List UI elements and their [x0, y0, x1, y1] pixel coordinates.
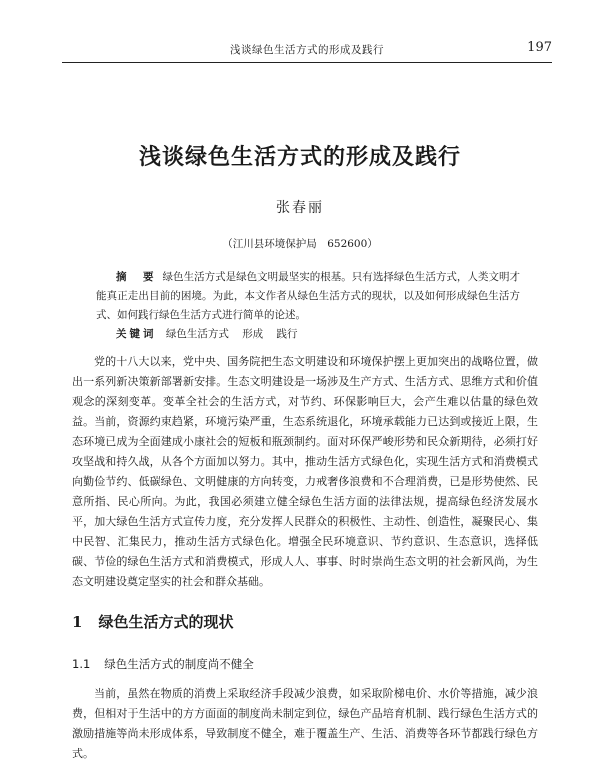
abstract-label: 摘 要 — [116, 271, 157, 283]
author-affiliation: （江川县环境保护局 652600） — [222, 238, 378, 250]
keywords-label: 关键词 — [116, 328, 157, 340]
running-header — [62, 40, 552, 63]
keyword: 形成 — [242, 328, 264, 340]
section-number: 1 — [72, 613, 83, 631]
subsection-title: 绿色生活方式的制度尚不健全 — [104, 657, 254, 671]
abstract-text: 绿色生活方式是绿色文明最坚实的根基。只有选择绿色生活方式，人类文明才能真正走出目前的困境。为此，本文作者从绿色生活方式的现状，以及如何形成绿色生活方式、如何践行绿色生活方式进行简单的论述。 — [96, 271, 521, 321]
section-title: 绿色生活方式的现状 — [98, 613, 234, 631]
page-number: 197 — [527, 40, 552, 55]
abstract-paragraph — [96, 268, 520, 325]
intro-section — [72, 352, 538, 592]
subsection-number: 1.1 — [72, 657, 91, 671]
intro-paragraph: 党的十八大以来，党中央、国务院把生态文明建设和环境保护摆上更加突出的战略位置，做出一系列新决策新部署新安排。生态文明建设是一场涉及生产方式、生活方式、思维方式和价值观念的深刻变革。变革全社会的生活方式，对节约、环保影响巨大，会产生难以估量的绿色效益。当前，资源约束趋紧，环境污染严重，生态系统退化，环境承载能力已达到或接近上限，生态环境已成为全面建成小康社会的短板和瓶颈制约。面对环保严峻形势和民众新期待，必须打好攻坚战和持久战，从各个方面加以努力。其中，推动生活方式绿色化，实现生活方式和消费模式向勤俭节约、低碳绿色、文明健康的方向转变，力戒奢侈浪费和不合理消费，已是形势使然、民意所指、民心所向。为此，我国必须建立健全绿色生活方面的法律法规，提高绿色经济发展水平，加大绿色生活方式宣传力度，充分发挥人民群众的积极性、主动性、创造性，凝聚民心、集中民智、汇集民力，推动生活方式绿色化。增强全民环境意识、节约意识、生态意识，选择低碳、节俭的绿色生活方式和消费模式，形成人人、事事、时时崇尚生态文明的社会新风尚，为生态文明建设奠定坚实的社会和群众基础。 — [72, 355, 538, 588]
article-author: 张春丽 — [276, 200, 324, 216]
keywords-line — [96, 325, 520, 344]
subsection-paragraph: 当前，虽然在物质的消费上采取经济手段减少浪费，如采取阶梯电价、水价等措施，减少浪费，但相对于生活中的方方面面的制度尚未制定到位，绿色产品培育机制、践行绿色生活方式的激励措施等尚未形成体系，导致制度不健全，难于覆盖生产、生活、消费等各环节都践行绿色方式。 — [72, 687, 538, 760]
subsection-heading — [72, 656, 254, 672]
keyword: 绿色生活方式 — [165, 328, 229, 340]
keyword: 践行 — [276, 328, 298, 340]
running-title: 浅谈绿色生活方式的形成及践行 — [230, 44, 384, 56]
section-heading — [72, 611, 233, 632]
article-title: 浅谈绿色生活方式的形成及践行 — [138, 144, 461, 170]
subsection-body — [72, 684, 538, 764]
abstract-block — [96, 268, 520, 344]
